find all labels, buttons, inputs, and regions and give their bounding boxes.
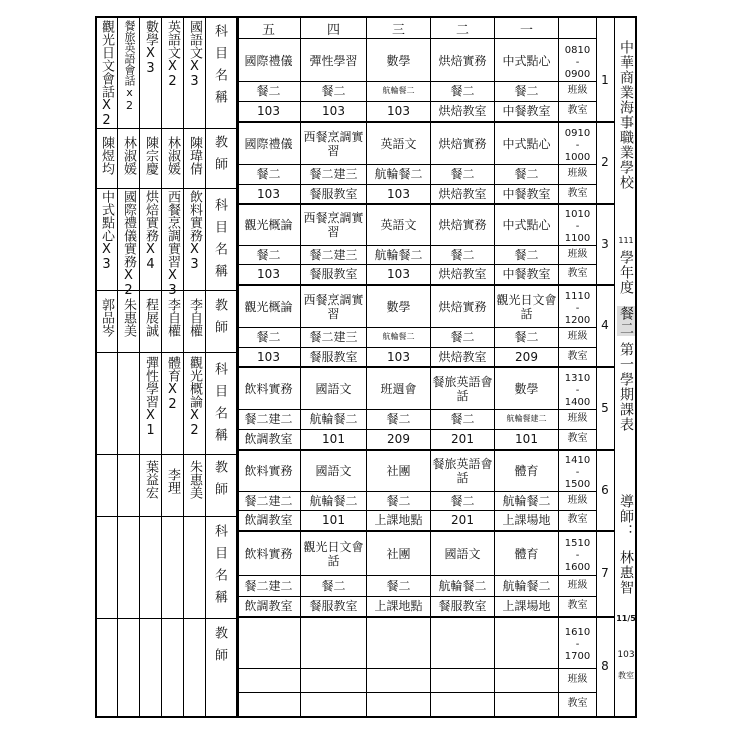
time-cell [559,205,596,249]
class-cell: 航輪餐二 [382,86,415,95]
class-row-label: 班級 [567,674,588,685]
class-cell: 餐二 [514,84,539,98]
subject-cell: 烘焙實務 [438,218,487,232]
subject-cell: 觀光日文會話 [303,539,364,568]
left-subject: 觀光日文會話X2 [99,20,114,128]
class-cell: 航輪餐二 [374,247,423,262]
subject-cell: 烘焙實務 [438,136,487,151]
class-cell: 餐二建二 [244,493,293,508]
time-dash: - [575,302,580,314]
left-subject: 數學X3 [143,20,158,76]
room-cell [237,692,300,716]
period-number: 8 [601,659,609,673]
room-cell: 101 [322,432,345,446]
class-cell [237,668,300,692]
class-cell: 餐二 [450,330,475,344]
left-teacher: 李自權 [187,298,202,337]
time-cell [559,532,596,579]
class-cell: 餐二 [256,247,281,262]
class-cell [367,668,430,692]
time-end: 1500 [564,478,591,490]
left-teacher: 程展誠 [143,298,158,337]
label-teacher-1: 教師 [212,135,227,179]
subject-cell: 體育 [514,464,539,478]
left-subject: 觀光概論X2 [187,356,202,438]
time-end: 1400 [564,396,591,408]
left-teacher: 朱惠美 [187,460,202,499]
time-end: 1600 [564,561,591,573]
subject-cell: 國際禮儀 [244,53,293,68]
room-cell: 烘焙教室 [438,186,487,201]
room-row-label: 教室 [567,600,588,611]
subject-cell: 餐旅英語會話 [432,457,493,485]
class-cell: 餐二建三 [309,167,358,181]
class-cell: 餐二建三 [309,330,358,344]
room-cell: 上課地點 [374,599,423,613]
class-name: 餐二 [618,306,634,336]
school-title [617,40,635,190]
subject-cell: 飲料實務 [244,546,293,561]
time-dash: - [575,139,580,151]
class-cell: 餐二建三 [309,247,358,262]
room-cell: 上課地點 [374,513,423,527]
left-subject: 中式點心X3 [99,190,114,272]
room-cell: 上課場地 [502,599,551,613]
class-cell: 餐二 [450,247,475,262]
subject-cell: 觀光概論 [244,299,293,314]
left-teacher: 郭品岑 [99,298,114,337]
room-cell: 上課場地 [502,513,551,527]
day-header: 五 [261,22,275,38]
time-end: 1200 [564,314,591,326]
label-teacher-4: 教師 [212,626,227,670]
left-teacher: 林淑媛 [121,136,136,175]
school-year: 111 [618,236,634,245]
time-end: 0900 [564,68,591,80]
subject-cell: 英語文 [380,136,417,151]
room-cell: 飲調教室 [244,599,293,613]
class-cell: 航輪餐二 [382,332,415,341]
class-cell: 餐二 [386,578,411,593]
class-cell: 餐二 [386,412,411,426]
class-cell: 餐二 [256,84,281,98]
period-number: 3 [601,237,609,251]
subject-cell: 中式點心 [502,53,551,68]
period-number: 6 [601,483,609,497]
room-cell: 餐服教室 [309,349,358,364]
time-dash: - [575,639,580,651]
subject-cell: 班週會 [380,381,417,396]
class-row-label: 班級 [567,494,588,506]
left-subject: 彈性學習X1 [143,356,158,438]
label-subject-3: 科目名稱 [212,362,227,450]
class-cell: 餐二 [450,84,475,98]
room-cell: 101 [515,432,538,446]
time-end: 1100 [564,232,591,244]
time-start: 1410 [564,454,591,466]
class-cell: 餐二 [450,412,475,426]
class-cell: 餐二 [321,578,346,593]
time-cell [559,618,596,672]
subject-cell: 西餐烹調實習 [303,211,364,239]
left-teacher: 林淑媛 [165,136,180,175]
time-cell [559,123,596,168]
class-cell: 航輪餐二 [374,167,423,181]
class-cell: 餐二 [256,167,281,181]
period-number: 7 [601,566,609,580]
date-mark: 11/5 [616,614,636,623]
room-row-label: 教室 [567,698,588,709]
room-row-label: 教室 [567,514,588,525]
room-cell: 201 [451,432,474,446]
subject-cell: 數學 [386,299,411,314]
class-cell: 航輪餐二 [309,493,358,508]
label-teacher-2: 教師 [212,298,227,342]
room-cell: 103 [257,104,280,118]
left-teacher: 陳煜均 [99,136,114,175]
year-suffix: 學年度 [618,250,634,295]
time-start: 1010 [564,208,591,220]
class-cell [301,668,366,692]
left-subject: 餐旅英語會話x2 [123,20,136,112]
left-teacher: 李自權 [165,298,180,337]
left-subject: 烘焙實務X4 [143,190,158,272]
time-start: 0910 [564,127,591,139]
room-cell [495,692,558,716]
left-subject: 英語文X2 [165,20,180,89]
room-cell: 103 [387,349,410,364]
class-row-label: 班級 [567,413,588,424]
time-cell [559,368,596,413]
subject-cell: 餐旅英語會話 [432,374,493,403]
room-row-label: 教室 [567,268,588,279]
day-header: 二 [455,22,469,38]
class-cell: 餐二 [514,330,539,344]
class-cell: 航輪餐二 [502,493,551,508]
time-dash: - [575,384,580,396]
subject-cell: 烘焙實務 [438,53,487,68]
class-cell: 餐二 [450,493,475,508]
class-row-label: 班級 [567,168,588,179]
left-teacher: 陳宗慶 [143,136,158,175]
subject-cell: 數學 [386,53,411,68]
class-row-label: 班級 [567,579,588,591]
left-subject: 飲料實務X3 [187,190,202,272]
label-subject-2: 科目名稱 [212,198,227,286]
subject-cell: 觀光日文會話 [496,292,557,321]
subject-cell: 數學 [514,381,539,396]
room-cell: 烘焙教室 [438,104,487,118]
day-header: 三 [391,22,405,38]
subject-cell: 國語文 [315,464,352,478]
subject-cell: 社團 [386,464,411,478]
subject-cell [237,618,300,668]
subject-cell [301,618,366,668]
advisor-label: 導師： [618,494,634,539]
period-number: 5 [601,401,609,415]
subject-cell: 中式點心 [502,218,551,232]
class-row-label: 班級 [567,331,588,342]
room-cell: 烘焙教室 [438,349,487,364]
room-cell: 101 [322,513,345,527]
room-cell: 烘焙教室 [438,267,487,281]
class-cell: 航輪餐二 [309,412,358,426]
time-end: 1700 [564,651,591,663]
subject-cell: 烘焙實務 [438,299,487,314]
room-cell: 103 [322,104,345,118]
subject-cell: 國語文 [444,546,481,561]
class-cell: 餐二建二 [244,412,293,426]
class-cell: 航輪餐二 [438,578,487,593]
time-start: 1110 [564,290,591,302]
room-cell: 飲調教室 [244,432,293,446]
time-start: 1310 [564,372,591,384]
room-cell: 餐服教室 [309,267,358,281]
class-cell [495,668,558,692]
subject-cell: 英語文 [380,218,417,232]
room-cell: 103 [257,186,280,201]
room-row-label: 教室 [567,187,588,199]
time-start: 1610 [564,627,591,639]
subject-cell: 中式點心 [502,136,551,151]
room-cell: 209 [387,432,410,446]
subject-cell: 彈性學習 [309,53,358,68]
class-cell: 餐二 [514,247,539,262]
time-dash: - [575,549,580,561]
room-cell [431,692,494,716]
class-cell: 餐二 [386,493,411,508]
room-cell: 103 [387,186,410,201]
label-teacher-3: 教師 [212,460,227,504]
time-start: 0810 [564,44,591,56]
left-teacher: 陳瑋倩 [187,136,202,175]
time-end: 1000 [564,151,591,163]
time-dash: - [575,220,580,232]
room-cell [301,692,366,716]
subject-cell: 國語文 [315,381,352,396]
subject-cell: 西餐烹調實習 [303,292,364,321]
subject-cell [431,618,494,668]
left-subject: 國語文X3 [187,20,202,89]
left-subject: 西餐烹調實習X3 [165,190,180,298]
room-cell: 201 [451,513,474,527]
room-row-label: 教室 [567,350,588,362]
room-mark: 103 [617,650,635,660]
class-cell: 航輪餐二 [502,578,551,593]
room-cell: 103 [387,104,410,118]
day-header: 四 [326,22,340,38]
semester-title: 第一學期課表 [618,342,634,432]
left-subject: 國際禮儀實務X2 [121,190,136,298]
subject-cell: 飲料實務 [244,464,293,478]
left-teacher: 葉益宏 [143,460,158,499]
period-number: 1 [601,73,609,87]
subject-cell: 西餐烹調實習 [303,129,364,158]
time-cell [559,451,596,495]
room-row-label: 教室 [567,433,588,444]
room-cell: 103 [257,267,280,281]
class-cell: 餐二 [256,330,281,344]
class-cell: 航輪餐建二 [506,414,547,423]
left-teacher: 朱惠美 [121,298,136,337]
subject-cell: 體育 [514,546,539,561]
class-cell: 餐二 [450,167,475,181]
time-dash: - [575,56,580,68]
room-cell: 103 [387,267,410,281]
subject-cell: 國際禮儀 [244,136,293,151]
advisor-name: 林惠智 [618,550,634,595]
class-cell: 餐二 [321,84,346,98]
room-cell: 飲調教室 [244,513,293,527]
subject-cell: 社團 [386,546,411,561]
label-subject-1: 科目名稱 [212,24,227,112]
room-cell: 209 [515,349,538,364]
room-cell: 中餐教室 [502,186,551,201]
class-cell [431,668,494,692]
left-teacher: 李理 [165,468,180,494]
class-cell: 餐二 [514,167,539,181]
room-cell: 餐服教室 [309,186,358,201]
room-cell: 中餐教室 [502,104,551,118]
time-cell [559,286,596,331]
class-cell: 餐二建二 [244,578,293,593]
room-mark-label: 教室 [618,671,634,680]
subject-cell [367,618,430,668]
room-cell: 餐服教室 [438,599,487,613]
time-dash: - [575,466,580,478]
subject-cell: 飲料實務 [244,381,293,396]
class-row-label: 班級 [567,248,588,260]
room-cell: 中餐教室 [502,267,551,281]
class-row-label: 班級 [567,85,588,96]
subject-cell: 觀光概論 [244,218,293,232]
room-cell [367,692,430,716]
room-row-label: 教室 [567,105,588,116]
left-subject: 體育X2 [165,356,180,412]
period-number: 4 [601,318,609,332]
school-name: 中華商業海事職業學校 [618,40,634,190]
time-start: 1510 [564,537,591,549]
room-cell: 餐服教室 [309,599,358,613]
day-header: 一 [519,22,533,38]
subject-cell [495,618,558,668]
time-cell [559,40,596,85]
room-cell: 103 [257,349,280,364]
label-subject-4: 科目名稱 [212,524,227,612]
period-number: 2 [601,155,609,169]
